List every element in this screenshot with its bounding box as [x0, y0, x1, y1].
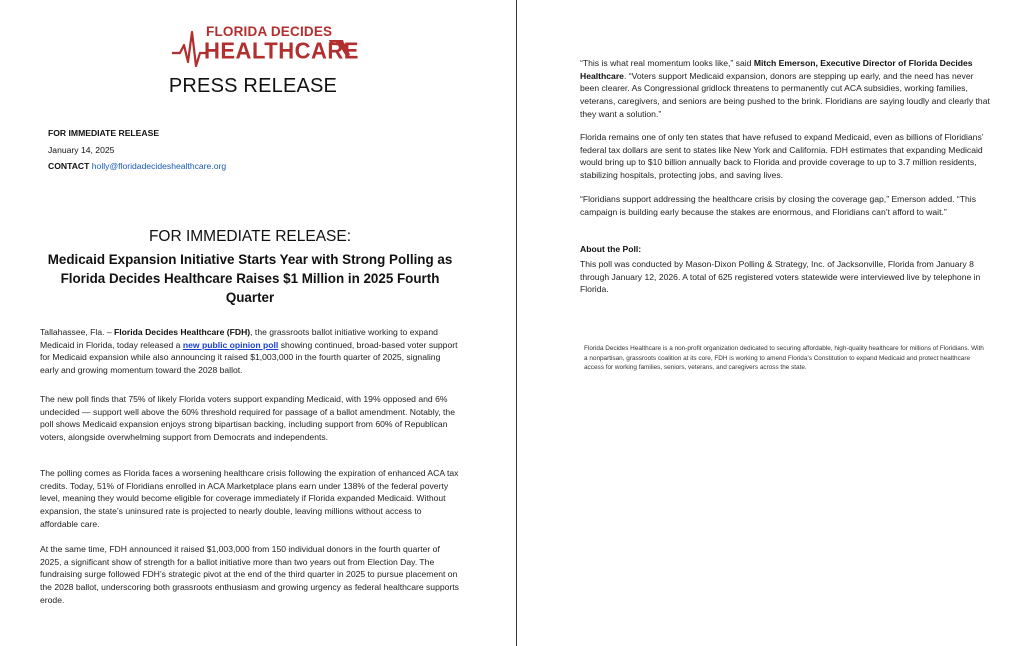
florida-decides-healthcare-logo — [172, 24, 359, 74]
paragraph-emerson-added: “Floridians support addressing the healthcare crisis by closing the coverage gap,” Emerson added. “This campaign is building early because the stakes are enormous, and Floridians can’t afford to wait.” — [580, 194, 976, 217]
release-label: FOR IMMEDIATE RELEASE — [48, 128, 160, 138]
paragraph-intro: Tallahassee, Fla. – Florida Decides Healthcare (FDH), the grassroots ballot initiative working to expand Medicaid in Florida, today released a new public opinion poll showing continued, broad-based voter support for Medicaid expansion while also announcing it raised $1,003,000 in the fourth quarter of 2025, signaling early and growing momentum toward the 2028 ballot. — [40, 327, 458, 376]
contact-label: CONTACT — [48, 161, 90, 171]
organization-boilerplate: Florida Decides Healthcare is a non-profit organization dedicated to securing affordable, high-quality healthcare for millions of Floridians. With a nonpartisan, grassroots coalition at its core, FDH is working to amend Florida’s Constitution to expand Medicaid and protect healthcare access for working families, seniors, veterans, and caregivers across the state. — [584, 345, 984, 371]
paragraph-fundraising: At the same time, FDH announced it raised $1,003,000 from 150 individual donors in the fourth quarter of 2025, a significant show of strength for a ballot initiative more than two years out from Election Day. The fundraising surge followed FDH’s strategic pivot at the end of the third quarter in 2025 to pursue placement on the 2028 ballot, underscoring both grassroots enthusiasm and growing urgency as federal healthcare supports erode. — [40, 544, 459, 605]
headline: Medicaid Expansion Initiative Starts Year with Strong Polling as Florida Decides Healthcare Raises $1 Million in 2025 Fourth Quarter — [47, 252, 453, 305]
press-release-title: PRESS RELEASE — [168, 75, 338, 97]
paragraph-emerson-quote: “This is what real momentum looks like,” said Mitch Emerson, Executive Director of Florida Decides Healthcare. “Voters support Medicaid expansion, donors are stepping up early, and the need has never been clearer. As Congressional gridlock threatens to permanently cut ACA subsidies, working families, veterans, caregivers, and seniors are being pushed to the brink. Floridians are saying loudly and clearly that they want a solution.” — [580, 58, 990, 119]
contact-line — [48, 161, 226, 171]
document-page-right — [518, 0, 1024, 646]
paragraph-healthcare-crisis: The polling comes as Florida faces a worsening healthcare crisis following the expiration of enhanced ACA tax credits. Today, 51% of Floridians enrolled in ACA Marketplace plans earn under 138% of the federal poverty level, meaning they would become eligible for coverage immediately if Florida expanded Medicaid. Without expansion, the state’s uninsured rate is projected to nearly double, leaving millions without access to affordable care. — [40, 468, 459, 529]
speaker-name: Mitch Emerson, Executive Director of Florida Decides Healthcare — [580, 58, 973, 81]
paragraph-poll-findings: The new poll finds that 75% of likely Florida voters support expanding Medicaid, with 19% opposed and 6% undecided — support well above the 60% threshold required for passage of a ballot amendment. Notably, the poll shows Medicaid expansion enjoys strong bipartisan backing, including support from 60% of Republican voters, alongside overwhelming support from Democrats and independents. — [40, 394, 455, 443]
logo-text-line1: FLORIDA DECIDES — [206, 24, 333, 39]
florida-state-icon — [328, 38, 352, 58]
about-poll-heading: About the Poll: — [580, 244, 642, 254]
poll-link[interactable]: new public opinion poll — [182, 339, 279, 350]
contact-email-link[interactable]: holly@floridadecideshealthcare.org — [91, 161, 227, 171]
release-date: January 14, 2025 — [48, 145, 115, 155]
paragraph-medicaid-states: Florida remains one of only ten states that have refused to expand Medicaid, even as billions of Floridians’ federal tax dollars are sent to states like New York and California. FDH estimates that expanding Medicaid would bring up to $10 billion annually back to Florida and provide coverage to up to 3.7 million residents, stabilizing hospitals, protecting jobs, and saving lives. — [580, 132, 984, 181]
release-heading: FOR IMMEDIATE RELEASE: — [148, 228, 352, 245]
page-divider — [516, 0, 517, 646]
logo-text-line2: HEALTHCARE — [204, 37, 359, 64]
about-poll-text: This poll was conducted by Mason-Dixon Polling & Strategy, Inc. of Jacksonville, Florida from January 8 through January 12, 2026. A total of 625 registered voters statewide were interviewed live by telephone in Florida. — [580, 259, 981, 295]
